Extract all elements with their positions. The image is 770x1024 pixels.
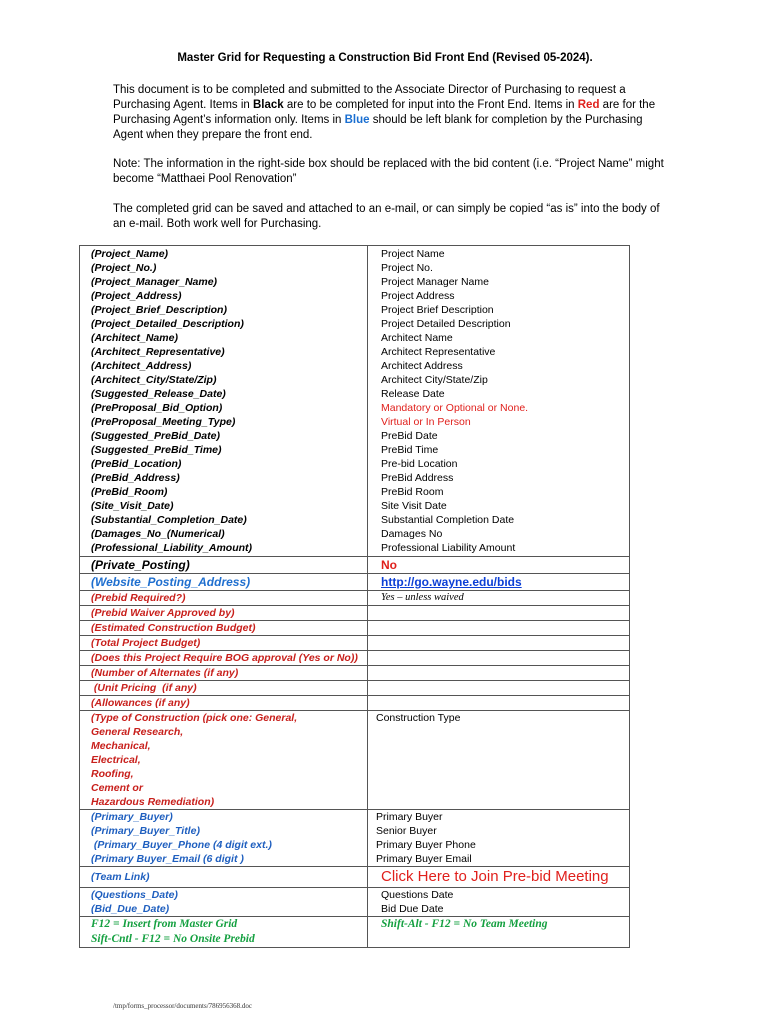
website-posting-link[interactable]: http://go.wayne.edu/bids <box>381 575 522 589</box>
date-fields-row <box>80 888 630 917</box>
join-prebid-meeting-link[interactable]: Click Here to Join Pre-bid Meeting <box>381 868 609 885</box>
red-field-label: (Does this Project Require BOG approval (Yes or No)) <box>91 652 358 664</box>
date-field: (Bid_Due_Date) <box>91 903 170 915</box>
prebid-required-row <box>80 591 630 606</box>
construction-type-line: (Type of Construction (pick one: General, <box>91 712 298 724</box>
date-value: Questions Date <box>381 889 454 901</box>
grid-field-value: Project No. <box>381 262 433 274</box>
grid-field-value: Site Visit Date <box>381 500 447 512</box>
shortcut-no-onsite-prebid: Sift-Cntl - F12 = No Onsite Prebid <box>91 933 255 945</box>
buyer-value: Primary Buyer Phone <box>376 839 476 851</box>
website-posting-field: (Website_Posting_Address) <box>91 575 251 589</box>
grid-field-label: (PreBid_Address) <box>91 472 180 484</box>
document-title: Master Grid for Requesting a Construction Bid Front End (Revised 05-2024). <box>177 52 593 64</box>
buyer-value: Primary Buyer Email <box>376 853 472 865</box>
buyer-field: (Primary Buyer_Email (6 digit ) <box>91 853 244 865</box>
grid-field-value: Project Detailed Description <box>381 318 511 330</box>
grid-field-value: Substantial Completion Date <box>381 514 515 526</box>
grid-field-value: Pre-bid Location <box>381 458 458 470</box>
grid-field-label: (PreBid_Location) <box>91 458 182 470</box>
grid-field-label: (Site_Visit_Date) <box>91 500 174 512</box>
footer-file-path: /tmp/forms_processor/documents/786956368.doc <box>113 1002 253 1010</box>
grid-field-label: (Substantial_Completion_Date) <box>91 514 247 526</box>
grid-field-label: (Project_Detailed_Description) <box>91 318 244 330</box>
red-field-label: (Number of Alternates (if any) <box>91 667 239 679</box>
red-field-row <box>80 666 630 681</box>
construction-type-line: Roofing, <box>91 768 134 780</box>
buyer-field: (Primary_Buyer_Phone (4 digit ext.) <box>91 839 272 851</box>
grid-field-label: (PreBid_Room) <box>91 486 168 498</box>
construction-type-value: Construction Type <box>376 712 461 724</box>
construction-type-line: General Research, <box>91 726 184 738</box>
buyer-field: (Primary_Buyer_Title) <box>91 825 200 837</box>
private-posting-row <box>80 557 630 574</box>
intro-red-word: Red <box>577 99 600 111</box>
grid-field-label: (Project_Manager_Name) <box>91 276 218 288</box>
construction-type-row <box>80 711 630 810</box>
intro-text-2: are to be completed for input into the Front End. Items in <box>283 99 578 111</box>
team-link-field: (Team Link) <box>91 871 150 883</box>
buyer-value: Senior Buyer <box>376 825 437 837</box>
private-posting-value: No <box>381 558 397 572</box>
red-field-label: (Allowances (if any) <box>91 697 190 709</box>
grid-field-value: Release Date <box>381 388 445 400</box>
grid-field-value: Project Brief Description <box>381 304 494 316</box>
red-field-label: (Total Project Budget) <box>91 637 201 649</box>
grid-field-value: Mandatory or Optional or None. <box>381 402 529 414</box>
construction-type-line: Mechanical, <box>91 740 151 752</box>
save-note-paragraph: The completed grid can be saved and attached to an e-mail, or can simply be copied “as is” into the body of an e-mail. Both work well for Purchasing. <box>113 203 660 230</box>
grid-field-value: PreBid Room <box>381 486 444 498</box>
buyer-value: Primary Buyer <box>376 811 443 823</box>
grid-field-value: Damages No <box>381 528 443 540</box>
red-field-label: (Unit Pricing (if any) <box>91 682 197 694</box>
grid-field-label: (Architect_City/State/Zip) <box>91 374 217 386</box>
grid-field-label: (Suggested_Release_Date) <box>91 388 226 400</box>
intro-blue-word: Blue <box>344 114 370 126</box>
grid-field-label: (Project_Name) <box>91 248 169 260</box>
grid-field-value: Architect Address <box>381 360 463 372</box>
website-posting-row <box>80 574 630 591</box>
grid-field-label: (PreProposal_Bid_Option) <box>91 402 223 414</box>
date-field: (Questions_Date) <box>91 889 178 901</box>
grid-body <box>80 246 630 948</box>
red-field-row <box>80 636 630 651</box>
construction-type-line: Hazardous Remediation) <box>91 796 215 808</box>
intro-black-word: Black <box>253 99 284 111</box>
grid-field-label: (Suggested_PreBid_Date) <box>91 430 220 442</box>
black-fields-row <box>80 246 630 557</box>
grid-field-label: (Project_No.) <box>91 262 157 274</box>
red-field-row <box>80 651 630 666</box>
grid-field-label: (Suggested_PreBid_Time) <box>91 444 222 456</box>
red-field-row <box>80 606 630 621</box>
red-field-row <box>80 621 630 636</box>
master-grid-table <box>79 245 630 948</box>
red-field-label: (Prebid Waiver Approved by) <box>91 607 235 619</box>
intro-text-3: are for the Purchasing Agent’s information only. Items in <box>113 99 656 126</box>
grid-field-label: (Professional_Liability_Amount) <box>91 542 253 554</box>
buyer-fields-row <box>80 810 630 867</box>
date-value: Bid Due Date <box>381 903 444 915</box>
intro-text-4: should be left blank for completion by the Purchasing Agent when they prepare the front end. <box>113 114 643 141</box>
grid-field-value: PreBid Time <box>381 444 439 456</box>
grid-field-value: PreBid Date <box>381 430 438 442</box>
black-fields-cell <box>80 246 368 557</box>
grid-field-label: (PreProposal_Meeting_Type) <box>91 416 236 428</box>
grid-field-value: Project Name <box>381 248 445 260</box>
red-field-row <box>80 681 630 696</box>
red-field-row <box>80 696 630 711</box>
grid-field-label: (Damages_No_(Numerical) <box>91 528 225 540</box>
grid-field-value: Professional Liability Amount <box>381 542 516 554</box>
shortcut-no-team-meeting: Shift-Alt - F12 = No Team Meeting <box>381 918 548 930</box>
buyer-field: (Primary_Buyer) <box>91 811 173 823</box>
intro-text-1: This document is to be completed and submitted to the Associate Director of Purchasing to request a Purchasing Agent. Items in <box>113 84 626 111</box>
grid-field-label: (Architect_Address) <box>91 360 192 372</box>
grid-field-value: Architect City/State/Zip <box>381 374 488 386</box>
intro-paragraph <box>113 83 673 143</box>
grid-field-value: Architect Representative <box>381 346 496 358</box>
construction-type-line: Cement or <box>91 782 143 794</box>
shortcut-insert-from-master-grid: F12 = Insert from Master Grid <box>91 918 238 930</box>
prebid-required-value: Yes – unless waived <box>381 592 464 603</box>
grid-field-value: PreBid Address <box>381 472 454 484</box>
grid-field-value: Virtual or In Person <box>381 416 471 428</box>
grid-field-label: (Project_Brief_Description) <box>91 304 227 316</box>
construction-type-line: Electrical, <box>91 754 141 766</box>
grid-field-label: (Architect_Representative) <box>91 346 225 358</box>
grid-field-value: Architect Name <box>381 332 453 344</box>
black-values-cell <box>368 246 630 557</box>
shortcuts-row <box>80 917 630 948</box>
red-field-label: (Estimated Construction Budget) <box>91 622 256 634</box>
grid-field-value: Project Manager Name <box>381 276 489 288</box>
prebid-required-field: (Prebid Required?) <box>91 592 186 604</box>
private-posting-field: (Private_Posting) <box>91 558 190 572</box>
grid-field-label: (Project_Address) <box>91 290 182 302</box>
note-paragraph: Note: The information in the right-side box should be replaced with the bid content (i.e. “Project Name” might become “Matthaei Pool Renovation” <box>113 158 664 185</box>
team-link-row <box>80 867 630 888</box>
grid-field-label: (Architect_Name) <box>91 332 178 344</box>
grid-field-value: Project Address <box>381 290 455 302</box>
